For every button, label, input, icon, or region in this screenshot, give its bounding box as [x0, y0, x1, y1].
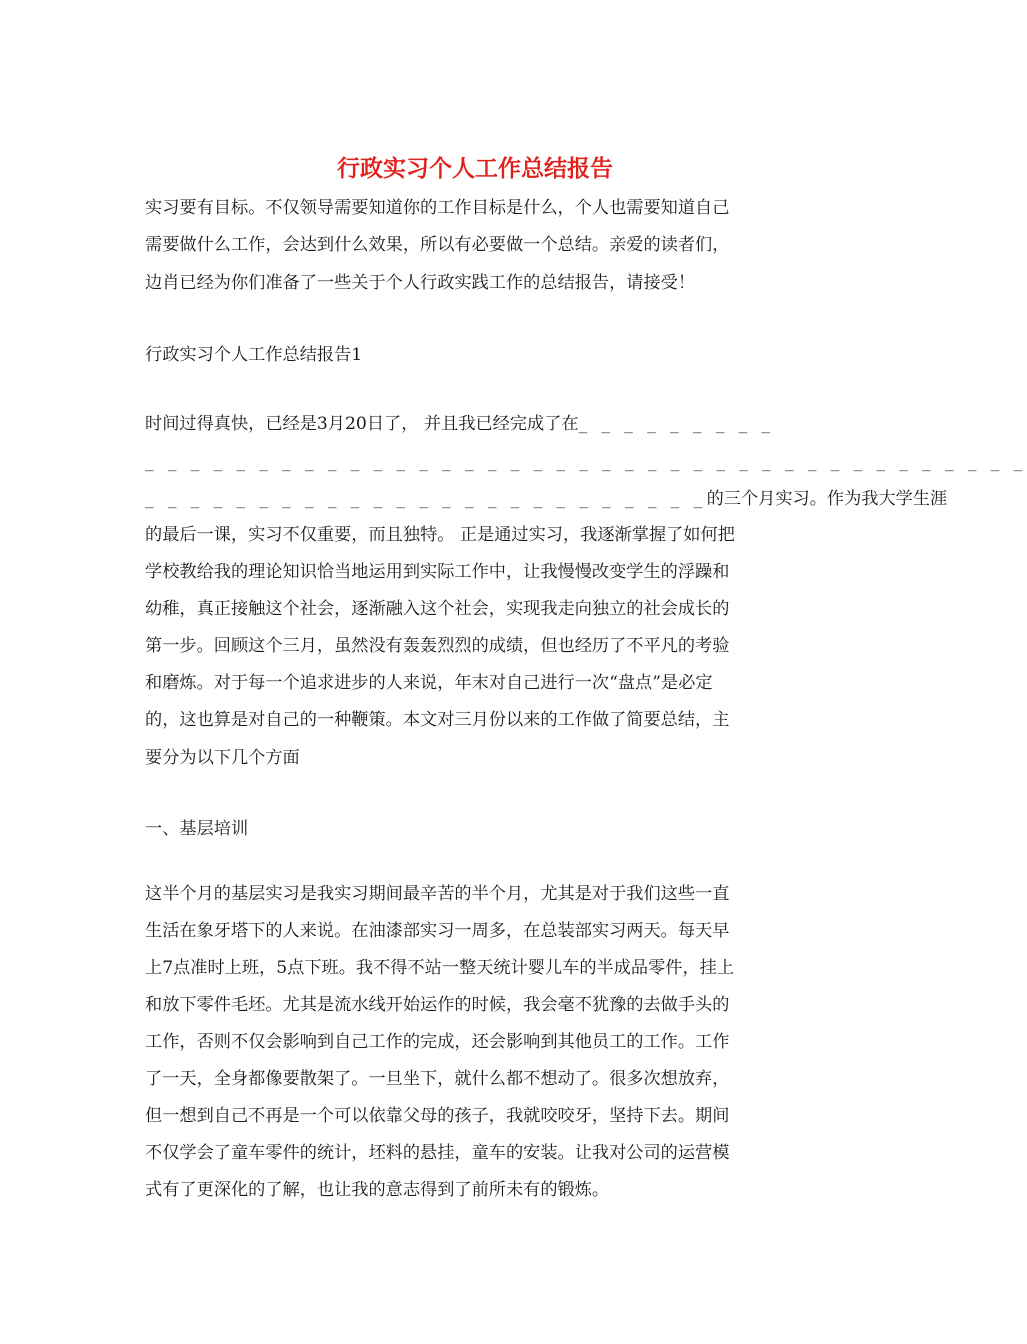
- paragraph-line: 的，这也算是对自己的一种鞭策。本文对三月份以来的工作做了简要总结，主: [145, 710, 730, 730]
- paragraph-line: 和放下零件毛坯。尤其是流水线开始运作的时候，我会毫不犹豫的去做手头的: [145, 995, 730, 1015]
- paragraph-line: 不仅学会了童车零件的统计，坯料的悬挂，童车的安装。让我对公司的运营模: [145, 1143, 730, 1163]
- fill-in-blank: _ _ _ _ _ _ _ _ _ _ _ _ _ _ _ _ _ _ _ _ _ _ _ _ _: [145, 489, 707, 509]
- paragraph-line: 但一想到自己不再是一个可以依靠父母的孩子，我就咬咬牙，坚持下去。期间: [145, 1106, 730, 1126]
- paragraph-line: 这半个月的基层实习是我实习期间最辛苦的半个月，尤其是对于我们这些一直: [145, 884, 730, 904]
- fill-in-blank: _ _ _ _ _ _ _ _ _: [578, 414, 775, 434]
- paragraph-line: 第一步。回顾这个三月，虽然没有轰轰烈烈的成绩，但也经历了不平凡的考验: [145, 636, 730, 656]
- paragraph-line: 幼稚，真正接触这个社会，逐渐融入这个社会，实现我走向独立的社会成长的: [145, 599, 730, 619]
- section-heading: 行政实习个人工作总结报告1: [145, 345, 363, 365]
- paragraph-line-with-blank: [145, 484, 948, 514]
- paragraph-line: 生活在象牙塔下的人来说。在油漆部实习一周多，在总装部实习两天。每天早: [145, 921, 730, 941]
- paragraph-text: 时间过得真快，已经是3月20日了， 并且我已经完成了在: [145, 414, 579, 434]
- subheading: 一、基层培训: [145, 819, 249, 839]
- paragraph-line: 的最后一课，实习不仅重要，而且独特。 正是通过实习，我逐渐掌握了如何把: [145, 525, 735, 545]
- paragraph-line: 上7点准时上班，5点下班。我不得不站一整天统计婴儿车的半成品零件，挂上: [145, 958, 735, 978]
- paragraph-line: 学校教给我的理论知识恰当地运用到实际工作中，让我慢慢改变学生的浮躁和: [145, 562, 730, 582]
- intro-line: 边肖已经为你们准备了一些关于个人行政实践工作的总结报告，请接受！: [145, 273, 696, 293]
- paragraph-line: 工作，否则不仅会影响到自己工作的完成，还会影响到其他员工的工作。工作: [145, 1032, 730, 1052]
- paragraph-text: 的三个月实习。作为我大学生涯: [706, 489, 948, 509]
- intro-line: 需要做什么工作，会达到什么效果，所以有必要做一个总结。亲爱的读者们，: [145, 235, 730, 255]
- fill-in-blank: _ _ _ _ _ _ _ _ _ _ _ _ _ _ _ _ _ _ _ _ _ _ _ _ _ _ _ _ _ _ _ _ _ _ _ _ _ _ _: [145, 452, 1027, 472]
- paragraph-line: 和磨炼。对于每一个追求进步的人来说，年末对自己进行一次“盘点”是必定: [145, 673, 713, 693]
- paragraph-line: 要分为以下几个方面: [145, 748, 300, 768]
- paragraph-line-with-blank: [145, 409, 810, 439]
- paragraph-line: 式有了更深化的了解，也让我的意志得到了前所未有的锻炼。: [145, 1180, 610, 1200]
- paragraph-line: 了一天，全身都像要散架了。一旦坐下，就什么都不想动了。很多次想放弃，: [145, 1069, 730, 1089]
- paragraph-line-with-blank: [145, 447, 1027, 477]
- intro-line: 实习要有目标。不仅领导需要知道你的工作目标是什么，个人也需要知道自己: [145, 198, 730, 218]
- document-title: 行政实习个人工作总结报告: [337, 155, 613, 182]
